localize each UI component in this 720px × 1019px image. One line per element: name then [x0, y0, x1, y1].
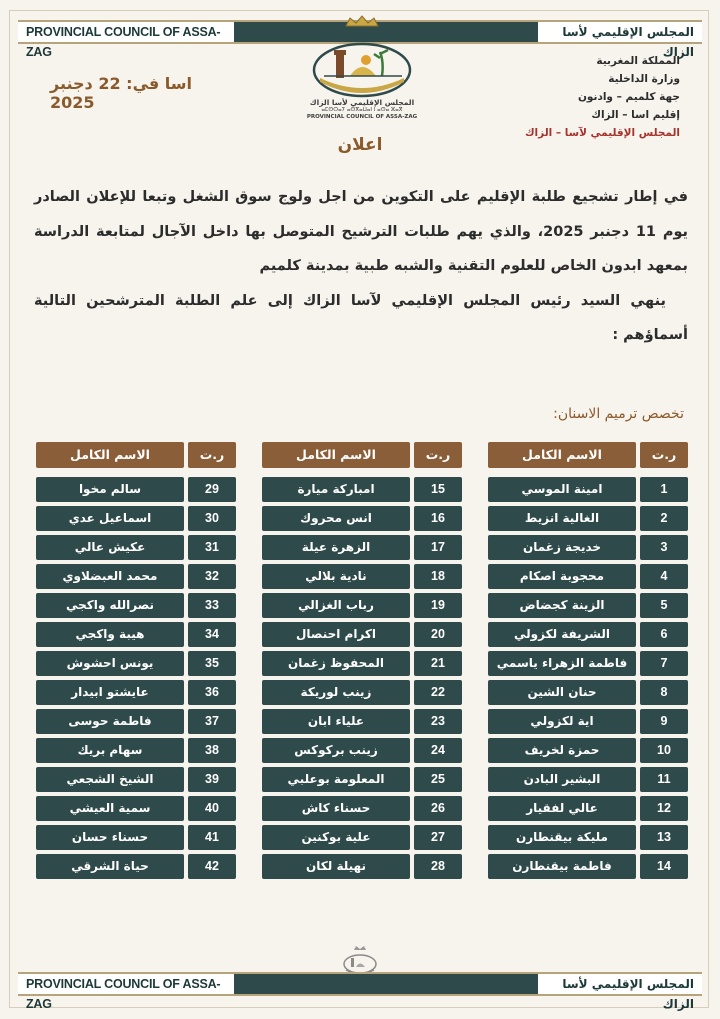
table-row [262, 593, 462, 618]
footer-band [18, 972, 702, 1011]
candidate-name: حسناء حسان [36, 825, 184, 850]
candidate-name: خديجة زغمان [488, 535, 636, 560]
table-row [488, 796, 688, 821]
candidate-name: الغالية انزيط [488, 506, 636, 531]
table-row [36, 680, 236, 705]
candidate-name: امباركة ميارة [262, 477, 410, 502]
candidate-number: 38 [188, 738, 236, 763]
table-row [262, 796, 462, 821]
candidate-number: 3 [640, 535, 688, 560]
candidate-number: 27 [414, 825, 462, 850]
table-row [488, 506, 688, 531]
table-row [488, 680, 688, 705]
candidate-number: 41 [188, 825, 236, 850]
table-row [36, 535, 236, 560]
table-row [262, 680, 462, 705]
candidate-name: رباب الغزالي [262, 593, 410, 618]
table-row [488, 709, 688, 734]
candidate-number: 11 [640, 767, 688, 792]
candidate-name: نصرالله واكجي [36, 593, 184, 618]
table-row [262, 825, 462, 850]
admin-line: جهة كلميم – وادنون [577, 91, 680, 103]
candidate-number: 23 [414, 709, 462, 734]
candidate-number: 32 [188, 564, 236, 589]
candidate-number: 9 [640, 709, 688, 734]
table-row [36, 738, 236, 763]
header-num: ر.ت [188, 442, 236, 468]
candidate-name: عالي لفقيار [488, 796, 636, 821]
candidates-table-2 [262, 442, 462, 883]
candidate-name: حنان الشين [488, 680, 636, 705]
header-name: الاسم الكامل [36, 442, 184, 468]
candidate-name: محمد العبضلاوي [36, 564, 184, 589]
candidate-name: يونس احشوش [36, 651, 184, 676]
table-row [488, 854, 688, 879]
candidate-name: زينب لوريكة [262, 680, 410, 705]
table-rows [36, 477, 236, 879]
candidate-number: 33 [188, 593, 236, 618]
candidate-name: المعلومة بوعلبي [262, 767, 410, 792]
candidate-number: 7 [640, 651, 688, 676]
table-row [262, 854, 462, 879]
table-rows [488, 477, 688, 879]
table-row [36, 854, 236, 879]
candidate-number: 31 [188, 535, 236, 560]
candidate-name: عكيش عالي [36, 535, 184, 560]
paragraph-2: ينهي السيد رئيس المجلس الإقليمي لآسا الزاك إلى علم الطلبة المترشحين التالية أسماؤهم : [34, 292, 688, 343]
announcement-body [34, 180, 688, 353]
announcement-title: اعلان [337, 135, 383, 155]
header-en-title: PROVINCIAL COUNCIL OF ASSA-ZAG [18, 22, 234, 42]
header-ar-title: المجلس الإقليمي لأسا الزاك [538, 22, 702, 42]
logo-caption-en: PROVINCIAL COUNCIL OF ASSA-ZAG [306, 114, 418, 120]
candidate-number: 26 [414, 796, 462, 821]
table-row [36, 796, 236, 821]
table-row [36, 651, 236, 676]
table-header [262, 442, 462, 468]
candidate-number: 1 [640, 477, 688, 502]
table-row [36, 622, 236, 647]
candidate-number: 10 [640, 738, 688, 763]
table-row [262, 506, 462, 531]
candidate-name: اسماعيل عدي [36, 506, 184, 531]
logo-caption-ar: المجلس الإقليمي لأسا الزاك [309, 98, 415, 107]
candidate-name: حمزة لخريف [488, 738, 636, 763]
table-header [36, 442, 236, 468]
table-row [262, 622, 462, 647]
candidate-name: الزهرة عيلة [262, 535, 410, 560]
candidate-number: 34 [188, 622, 236, 647]
candidate-name: سمية العيشي [36, 796, 184, 821]
footer-ar-title: المجلس الإقليمي لأسا الزاك [538, 974, 702, 994]
candidate-number: 40 [188, 796, 236, 821]
candidate-name: اية لكزولي [488, 709, 636, 734]
table-row [36, 767, 236, 792]
table-row [488, 622, 688, 647]
candidate-name: الشيخ الشجعي [36, 767, 184, 792]
candidate-number: 28 [414, 854, 462, 879]
specialty-heading: تخصص ترميم الاسنان: [553, 406, 684, 422]
candidate-name: علية بوكنين [262, 825, 410, 850]
table-row [488, 825, 688, 850]
candidate-name: سالم مخوا [36, 477, 184, 502]
candidate-name: فاطمة بيقنطارن [488, 854, 636, 879]
header-num: ر.ت [640, 442, 688, 468]
table-row [488, 564, 688, 589]
candidate-name: هيبة واكجي [36, 622, 184, 647]
candidate-number: 22 [414, 680, 462, 705]
candidate-name: محجوبة اصكام [488, 564, 636, 589]
candidate-name: انس محروك [262, 506, 410, 531]
candidate-name: عايشتو ابيدار [36, 680, 184, 705]
candidate-number: 4 [640, 564, 688, 589]
candidate-number: 19 [414, 593, 462, 618]
candidate-number: 36 [188, 680, 236, 705]
candidate-name: فاطمة الزهراء ياسمي [488, 651, 636, 676]
candidate-name: الزينة كجضاض [488, 593, 636, 618]
candidate-number: 15 [414, 477, 462, 502]
candidate-name: نادية بلالي [262, 564, 410, 589]
table-row [36, 709, 236, 734]
table-row [262, 767, 462, 792]
table-row [488, 651, 688, 676]
candidate-name: نهيلة لكان [262, 854, 410, 879]
candidate-number: 29 [188, 477, 236, 502]
table-row [36, 477, 236, 502]
table-rows [262, 477, 462, 879]
candidate-number: 35 [188, 651, 236, 676]
table-row [36, 825, 236, 850]
candidate-number: 24 [414, 738, 462, 763]
table-row [262, 738, 462, 763]
candidate-number: 13 [640, 825, 688, 850]
admin-line-council: المجلس الإقليمي لآسا – الزاك [524, 127, 680, 139]
candidate-name: علياء ابان [262, 709, 410, 734]
candidate-name: حياة الشرقي [36, 854, 184, 879]
candidate-name: البشير البادن [488, 767, 636, 792]
document-date: اسا في: 22 دجنبر 2025 [50, 74, 193, 112]
table-row [36, 593, 236, 618]
candidate-number: 37 [188, 709, 236, 734]
logo-caption-tifinagh: ⴰⵎⵙⵔⴰⵢ ⴰⵙⴳⴰⵡⴰⵏ ⵏ ⴰⵙⴰ ⵣⴰⴳ [321, 107, 403, 113]
candidate-name: فاطمة حوسى [36, 709, 184, 734]
candidate-number: 42 [188, 854, 236, 879]
candidate-name: زينب بركوكس [262, 738, 410, 763]
candidate-name: سهام بريك [36, 738, 184, 763]
table-header [488, 442, 688, 468]
candidate-name: الشريفة لكزولي [488, 622, 636, 647]
candidate-number: 20 [414, 622, 462, 647]
table-row [262, 651, 462, 676]
admin-line: إقليم اسا – الزاك [591, 109, 680, 121]
candidate-number: 14 [640, 854, 688, 879]
candidate-number: 18 [414, 564, 462, 589]
candidate-name: مليكة بيقنطارن [488, 825, 636, 850]
table-row [488, 767, 688, 792]
header-name: الاسم الكامل [488, 442, 636, 468]
candidate-name: اكرام احنصال [262, 622, 410, 647]
candidates-table-1 [488, 442, 688, 883]
table-row [262, 564, 462, 589]
candidate-name: المحفوظ زغمان [262, 651, 410, 676]
candidate-number: 6 [640, 622, 688, 647]
footer-en-title: PROVINCIAL COUNCIL OF ASSA-ZAG [18, 974, 234, 994]
candidate-number: 16 [414, 506, 462, 531]
table-row [262, 477, 462, 502]
candidate-name: امينة الموسي [488, 477, 636, 502]
table-row [488, 593, 688, 618]
table-row [36, 506, 236, 531]
paragraph-1: في إطار تشجيع طلبة الإقليم على التكوين من اجل ولوج سوق الشغل وتبعا للإعلان الصادر يوم 11 دجنبر 2025، والذي يهم طلبات الترشيح المتوصل بها داخل الآجال لمتابعة الدراسة بمعهد ابدون الخاص للعلوم التقنية والشبه طبية بمدينة كلميم [34, 189, 688, 274]
candidates-table-3 [36, 442, 236, 883]
candidate-number: 21 [414, 651, 462, 676]
table-row [262, 535, 462, 560]
admin-line: وزارة الداخلية [608, 73, 680, 85]
candidate-number: 30 [188, 506, 236, 531]
candidate-number: 2 [640, 506, 688, 531]
candidate-name: حسناء كاش [262, 796, 410, 821]
candidate-number: 25 [414, 767, 462, 792]
table-row [488, 738, 688, 763]
table-row [262, 709, 462, 734]
candidate-number: 39 [188, 767, 236, 792]
admin-line: المملكة المغربية [596, 55, 680, 67]
candidate-number: 17 [414, 535, 462, 560]
table-row [488, 535, 688, 560]
table-row [488, 477, 688, 502]
table-row [36, 564, 236, 589]
candidate-number: 5 [640, 593, 688, 618]
candidate-number: 8 [640, 680, 688, 705]
header-name: الاسم الكامل [262, 442, 410, 468]
candidate-number: 12 [640, 796, 688, 821]
header-num: ر.ت [414, 442, 462, 468]
administration-block [480, 52, 680, 142]
